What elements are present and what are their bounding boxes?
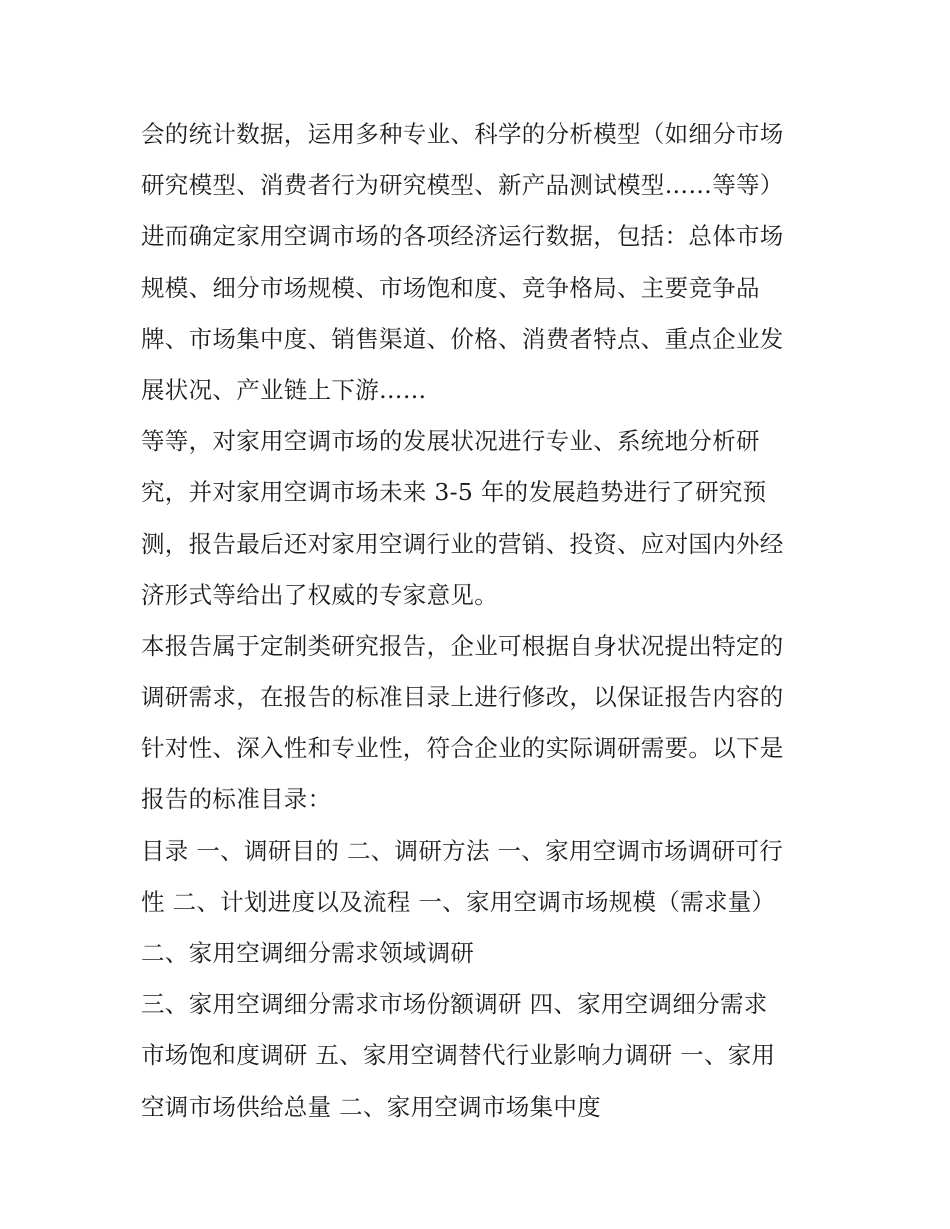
text-line: 空调市场供给总量 二、家用空调市场集中度 [141,1092,601,1121]
paragraph-3 [141,621,821,826]
text-line: 研究模型、消费者行为研究模型、新产品测试模型……等等） [141,171,784,200]
text-line: 三、家用空调细分需求市场份额调研 四、家用空调细分需求 [141,990,768,1019]
text-line: 性 二、计划进度以及流程 一、家用空调市场规模（需求量） [141,887,776,916]
text-line: 本报告属于定制类研究报告，企业可根据自身状况提出特定的 [141,631,784,660]
text-line: 二、家用空调细分需求领域调研 [141,939,475,967]
text-line: 牌、市场集中度、销售渠道、价格、消费者特点、重点企业发 [141,324,784,353]
text-line: 展状况、产业链上下游…… [141,375,427,404]
text-line: 济形式等给出了权威的专家意见。 [141,580,498,609]
text-line: 规模、细分市场规模、市场饱和度、竞争格局、主要竞争品 [141,273,760,302]
table-of-contents-paragraph-1 [141,826,821,980]
text-line: 报告的标准目录： [141,785,332,814]
text-line: 进而确定家用空调市场的各项经济运行数据，包括：总体市场 [141,222,784,251]
text-line: 市场饱和度调研 五、家用空调替代行业影响力调研 一、家用 [141,1041,776,1070]
document-page [141,109,821,1133]
text-line: 会的统计数据，运用多种专业、科学的分析模型（如细分市场 [141,120,784,148]
paragraph-1 [141,109,821,416]
text-line: 目录 一、调研目的 二、调研方法 一、家用空调市场调研可行 [141,836,784,865]
text-line: 针对性、深入性和专业性，符合企业的实际调研需要。以下是 [141,734,784,763]
table-of-contents-paragraph-2 [141,979,821,1133]
text-line: 测，报告最后还对家用空调行业的营销、投资、应对国内外经 [141,529,784,558]
paragraph-2 [141,416,821,621]
text-line: 究，并对家用空调市场未来 3-5 年的发展趋势进行了研究预 [141,478,767,507]
text-line: 等等，对家用空调市场的发展状况进行专业、系统地分析研 [141,427,760,456]
text-line: 调研需求，在报告的标准目录上进行修改，以保证报告内容的 [141,683,784,712]
